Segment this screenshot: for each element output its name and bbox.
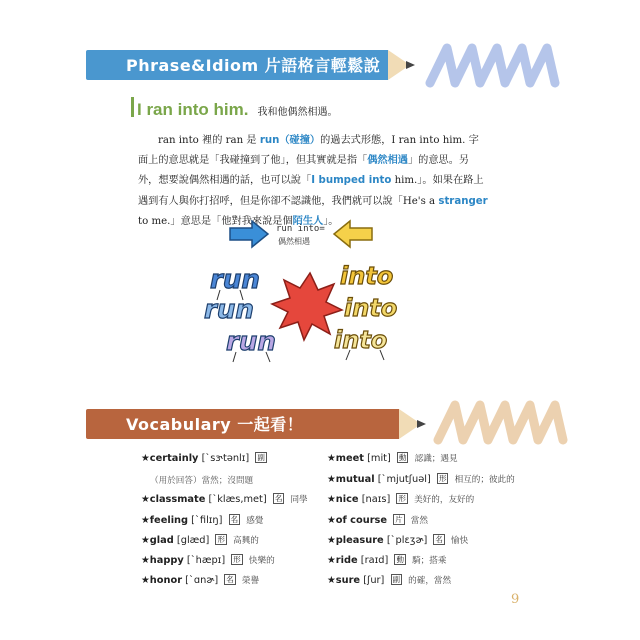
vocab-pos-tag: 動 (398, 453, 407, 462)
vocab-word: ★feeling (141, 515, 189, 526)
vocab-ipa: [ˋhæpɪ] (186, 555, 226, 566)
vocab-item (141, 493, 308, 505)
phrase-title-english: I ran into him. (137, 100, 249, 119)
vocab-ipa: [glæd] (176, 535, 210, 546)
para-text-6: 」。 (323, 215, 339, 227)
keyword-stranger-zh: 陌生人 (292, 215, 324, 227)
vocab-ipa: [mit] (367, 453, 391, 464)
vocab-ipa: [ˋfilɪŋ] (191, 515, 223, 526)
vocab-item (141, 452, 270, 464)
para-text-1: ran into 裡的 ran 是 (158, 135, 260, 146)
phrase-idiom-pencil-banner (86, 50, 418, 80)
yellow-arrow-icon (334, 221, 372, 247)
explanation-paragraph (138, 131, 488, 232)
into-word-2: into (344, 294, 398, 322)
vocab-ipa: [ˋmjutʃuəl] (377, 474, 431, 485)
vocab-ipa: [ˋsɝtənlɪ] (201, 453, 250, 464)
blue-scribble-decoration (425, 38, 565, 93)
vocab-pos-tag: 副 (392, 575, 401, 584)
vocab-pos-tag: 名 (274, 494, 283, 503)
vocab-word: ★meet (327, 453, 364, 464)
vocab-item (327, 574, 451, 586)
vocab-meaning: 快樂的 (248, 556, 275, 566)
vocab-meaning: 的確，當然 (408, 576, 452, 586)
vocab-pos-tag: 形 (217, 535, 225, 544)
vocab-word: ★honor (141, 575, 183, 586)
vocab-word: ★sure (327, 575, 361, 586)
vocab-item (327, 493, 474, 505)
vocab-meaning: 美好的，友好的 (414, 495, 475, 505)
run-into-note-line1: run into= (276, 224, 325, 234)
vocab-sub-meaning: （用於回答）當然；沒問題 (150, 476, 254, 486)
vocab-item (327, 473, 515, 485)
vocab-meaning: 同學 (290, 495, 308, 505)
para-text-3: 」的意思。另外，想要說偶然相遇的話，也可以說「 (138, 155, 470, 187)
vocab-word: ★classmate (141, 494, 206, 505)
para-text-5: to me.」意思是「他對我來說是個 (138, 215, 293, 227)
para-text-2: 的過去式形態，I ran into him. 字面上的意思就是「我碰撞到了他」，但其實就是指「 (138, 135, 479, 167)
vocab-ipa: [ˋklæs,met] (208, 494, 267, 505)
collision-burst-icon (272, 273, 342, 340)
vocab-meaning: 當然 (410, 516, 428, 526)
vocabulary-pencil-banner (86, 409, 431, 439)
vocab-word: ★pleasure (327, 535, 384, 546)
vocab-word: ★happy (141, 555, 184, 566)
vocab-item (141, 514, 263, 526)
vocab-item (141, 534, 259, 546)
vocab-word: ★mutual (327, 474, 375, 485)
vocab-meaning: 感覺 (246, 516, 264, 526)
vocab-ipa: [ˋplɛʒɚ] (386, 535, 428, 546)
phrase-title (137, 100, 338, 120)
keyword-stranger: stranger (438, 195, 488, 207)
vocab-pos-tag: 片 (395, 515, 403, 524)
vocab-pos-tag: 副 (257, 453, 265, 462)
vocab-word: ★glad (141, 535, 174, 546)
page-number: 9 (511, 592, 520, 607)
title-accent-bar (131, 97, 134, 117)
para-text-4: him.」。如果在路上遇到有人與你打招呼，但是你卻不認識他，我們就可以說「He's a (138, 175, 484, 207)
vocab-meaning: 認識；遇見 (414, 454, 458, 464)
vocab-pos-tag: 名 (226, 575, 234, 584)
section-heading-phrase-idiom: Phrase&Idiom 片語格言輕鬆說 (126, 56, 381, 75)
blue-arrow-icon (230, 221, 268, 247)
vocab-item (327, 554, 446, 566)
vocab-ipa: [raɪd] (360, 555, 389, 566)
vocab-ipa: [naɪs] (361, 494, 391, 505)
vocab-item (327, 514, 428, 526)
run-word-3: run (226, 327, 276, 357)
vocab-word: ★nice (327, 494, 359, 505)
vocab-ipa: [ˋɑnɚ] (185, 575, 219, 586)
vocab-item (327, 452, 458, 464)
beige-scribble-decoration (433, 395, 573, 450)
vocab-item (327, 534, 468, 546)
run-word-1: run (210, 265, 260, 295)
vocab-word: ★of course (327, 515, 388, 526)
vocab-pos-tag: 形 (233, 555, 241, 564)
phrase-title-chinese: 我和他偶然相遇。 (257, 107, 338, 118)
into-word-3: into (334, 326, 388, 354)
into-word-1: into (340, 262, 394, 290)
vocab-meaning: 榮譽 (241, 576, 260, 586)
keyword-run: run（碰撞） (259, 135, 321, 146)
vocab-word: ★certainly (141, 453, 199, 464)
vocab-item (141, 554, 275, 566)
run-word-2: run (204, 295, 254, 325)
vocab-pos-tag: 動 (396, 555, 404, 564)
vocab-item (141, 574, 259, 586)
keyword-bumped-into: I bumped into (311, 175, 392, 187)
vocab-pos-tag: 名 (435, 535, 443, 544)
section-heading-vocabulary: Vocabulary 一起看！ (126, 415, 304, 434)
vocab-meaning: 相互的；彼此的 (454, 475, 515, 485)
vocab-pos-tag: 形 (398, 494, 406, 503)
vocab-ipa: [ʃur] (363, 575, 385, 586)
vocab-meaning: 高興的 (233, 536, 259, 546)
run-into-note-line2: 偶然相遇 (278, 237, 310, 246)
vocab-pos-tag: 形 (438, 474, 447, 483)
vocab-word: ★ride (327, 555, 358, 566)
vocab-meaning: 騎；搭乘 (412, 556, 447, 566)
vocab-meaning: 愉快 (451, 536, 469, 546)
keyword-meet-by-chance: 偶然相遇 (367, 155, 408, 167)
vocab-pos-tag: 名 (230, 515, 239, 524)
